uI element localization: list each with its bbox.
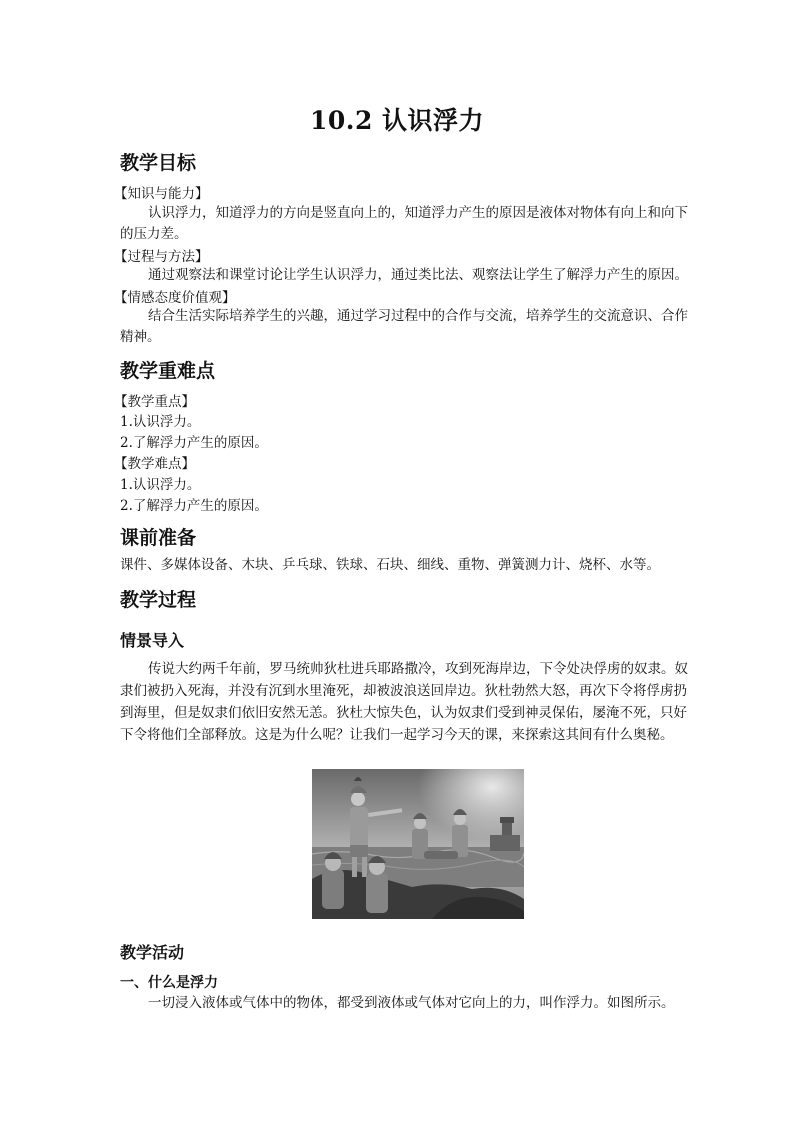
text-knowledge: 认识浮力，知道浮力的方向是竖直向上的，知道浮力产生的原因是液体对物体有向上和向下的压力差。 bbox=[120, 205, 688, 242]
heading-activity: 教学活动 bbox=[120, 943, 185, 962]
heading-key-points: 教学重难点 bbox=[120, 360, 216, 382]
label-knowledge: 【知识与能力】 bbox=[114, 186, 209, 202]
label-emotion: 【情感态度价值观】 bbox=[114, 290, 236, 306]
text-process-method: 通过观察法和课堂讨论让学生认识浮力，通过类比法、观察法让学生了解浮力产生的原因。 bbox=[148, 267, 688, 283]
focus-item: 2.了解浮力产生的原因。 bbox=[120, 435, 268, 451]
text-what-is-buoyancy: 一切浸入液体或气体中的物体，都受到液体或气体对它向上的力，叫作浮力。如图所示。 bbox=[148, 995, 675, 1011]
page-title: 10.2 认识浮力 bbox=[309, 106, 485, 135]
heading-process: 教学过程 bbox=[120, 589, 197, 611]
text-emotion: 结合生活实际培养学生的兴趣，通过学习过程中的合作与交流，培养学生的交流意识、合作精神。 bbox=[120, 308, 688, 345]
heading-intro: 情景导入 bbox=[120, 631, 185, 650]
label-difficulty: 【教学难点】 bbox=[114, 456, 195, 472]
label-focus: 【教学重点】 bbox=[114, 394, 195, 410]
difficulty-item: 1.认识浮力。 bbox=[120, 477, 201, 493]
difficulty-item: 2.了解浮力产生的原因。 bbox=[120, 498, 268, 514]
illustration-roman-soldiers-dead-sea bbox=[312, 769, 524, 919]
focus-item: 1.认识浮力。 bbox=[120, 414, 201, 430]
text-intro: 传说大约两千年前，罗马统帅狄杜进兵耶路撒冷，攻到死海岸边，下令处决俘虏的奴隶。奴隶们被扔入死海，并没有沉到水里淹死，却被波浪送回岸边。狄杜勃然大怒，再次下令将俘虏扔到海里，但是奴隶们依旧安然无恙。狄杜大惊失色，认为奴隶们受到神灵保佑，屡淹不死，只好下令将他们全部释放。这是为什么呢？让我们一起学习今天的课，来探索这其间有什么奥秘。 bbox=[120, 661, 688, 743]
heading-what-is-buoyancy: 一、什么是浮力 bbox=[120, 975, 218, 991]
label-process-method: 【过程与方法】 bbox=[114, 249, 209, 265]
heading-prep: 课前准备 bbox=[120, 527, 197, 549]
heading-goals: 教学目标 bbox=[120, 152, 197, 174]
text-prep: 课件、多媒体设备、木块、乒乓球、铁球、石块、细线、重物、弹簧测力计、烧杯、水等。 bbox=[120, 557, 660, 573]
